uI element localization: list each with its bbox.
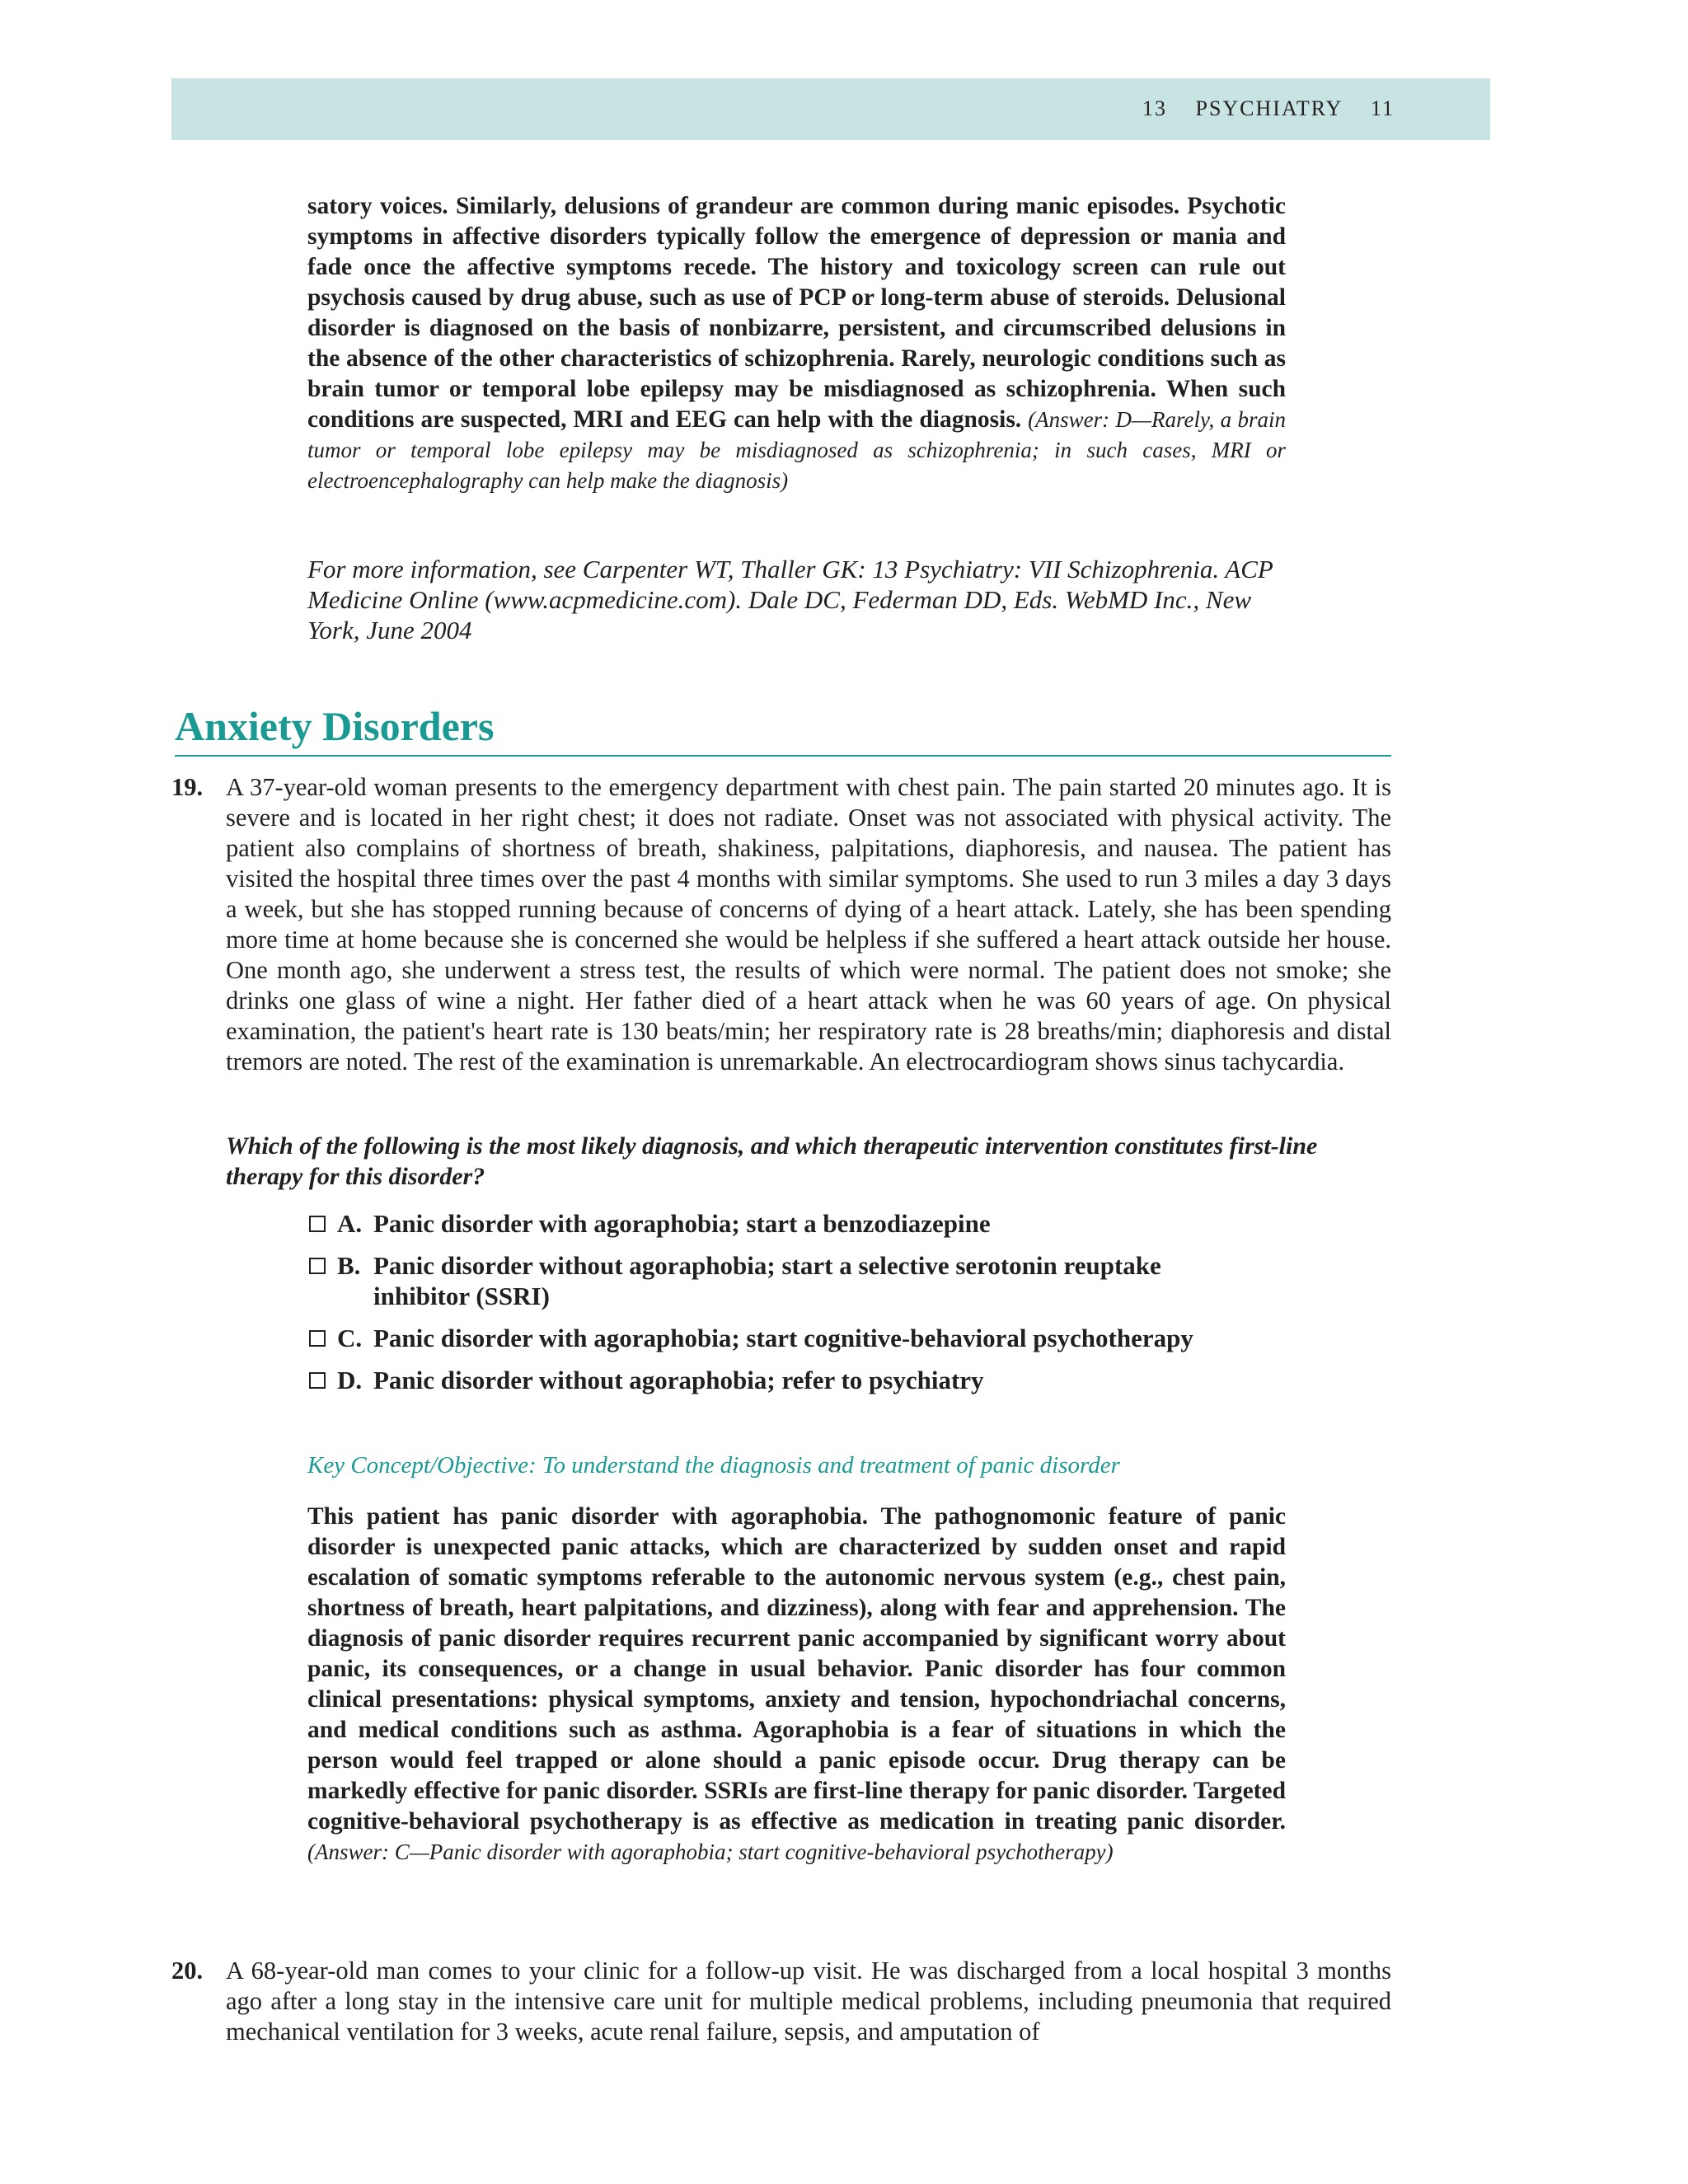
question-prompt: Which of the following is the most likely diagnosis, and which therapeutic intervention constitutes first-line therapy for this disorder? (226, 1132, 1318, 1190)
header-text (1142, 96, 1395, 121)
previous-answer: (Answer: D—Rarely, a brain tumor or temporal lobe epilepsy may be misdiagnosed as schizophrenia; in such cases, MRI or electroencephalography can help make the diagnosis) (307, 407, 1286, 493)
option-b[interactable] (307, 1250, 1247, 1311)
option-letter: B. (337, 1251, 361, 1280)
checkbox-icon[interactable] (309, 1372, 326, 1389)
checkbox-icon[interactable] (309, 1258, 326, 1274)
header-section: PSYCHIATRY (1195, 96, 1343, 120)
header-chapter: 13 (1142, 96, 1167, 120)
question-stem: A 37-year-old woman presents to the emergency department with chest pain. The pain started 20 minutes ago. It is severe and is located in her right chest; it does not radiate. Onset was not associated with physical activity. The patient also complains of shortness of breath, shakiness, palpitations, diaphoresis, and nausea. The patient has visited the hospital three times over the past 4 months with similar symptoms. She used to run 3 miles a day 3 days a week, but she has stopped running because of concerns of dying of a heart attack. Lately, she has been spending more time at home because she is concerned she would be helpless if she suffered a heart attack outside her house. One month ago, she underwent a stress test, the results of which were normal. The patient does not smoke; she drinks one glass of wine a night. Her father died of a heart attack when he was 60 years of age. On physical examination, the patient's heart rate is 130 beats/min; her respiratory rate is 28 breaths/min; diaphoresis and distal tremors are noted. The rest of the examination is unremarkable. An electrocardiogram shows sinus tachycardia. (226, 773, 1391, 1076)
checkbox-icon[interactable] (309, 1216, 326, 1232)
explanation-text: This patient has panic disorder with agoraphobia. The pathognomonic feature of panic disorder is unexpected panic attacks, which are characterized by sudden onset and rapid escalation of somatic symptoms referable to the autonomic nervous system (e.g., chest pain, shortness of breath, heart palpitations, and dizziness), along with fear and apprehension. The diagnosis of panic disorder requires recurrent panic accompanied by significant worry about panic, its consequences, or a change in usual behavior. Panic disorder has four common clinical presentations: physical symptoms, anxiety and tension, hypochondriachal concerns, and medical conditions such as asthma. Agoraphobia is a fear of situations in which the person would feel trapped or alone should a panic episode occur. Drug therapy can be markedly effective for panic disorder. SSRIs are first-line therapy for panic disorder. Targeted cognitive-behavioral psychotherapy is as effective as medication in treating panic disorder. (307, 1503, 1286, 1835)
question-20 (171, 1956, 1391, 2047)
previous-explanation-text: satory voices. Similarly, delusions of grandeur are common during manic episodes. Psychotic symptoms in affective disorders typically follow the emergence of depression or mania and fade once the affective symptoms recede. The history and toxicology screen can rule out psychosis caused by drug abuse, such as use of PCP or long-term abuse of steroids. Delusional disorder is diagnosed on the basis of nonbizarre, persistent, and circumscribed delusions in the absence of the other characteristics of schizophrenia. Rarely, neurologic conditions such as brain tumor or temporal lobe epilepsy may be misdiagnosed as schizophrenia. When such conditions are suspected, MRI and EEG can help with the diagnosis. (307, 193, 1286, 433)
option-c[interactable] (307, 1323, 1247, 1353)
question-number: 20. (171, 1957, 204, 1985)
question-19 (171, 772, 1391, 1077)
option-letter: D. (337, 1366, 363, 1394)
answer-options (307, 1208, 1247, 1407)
option-d[interactable] (307, 1365, 1247, 1395)
running-header (171, 78, 1490, 140)
question-number: 19. (171, 773, 204, 801)
answer: (Answer: C—Panic disorder with agoraphobia; start cognitive-behavioral psychotherapy) (307, 1840, 1114, 1864)
option-text: Panic disorder without agoraphobia; start a selective serotonin reuptake inhibitor (SSRI) (373, 1251, 1161, 1310)
option-text: Panic disorder with agoraphobia; start a benzodiazepine (373, 1209, 991, 1238)
answer-explanation (307, 1502, 1286, 1868)
previous-answer-explanation (307, 191, 1286, 496)
option-letter: A. (337, 1209, 363, 1238)
key-concept: Key Concept/Objective: To understand the diagnosis and treatment of panic disorder (307, 1452, 1120, 1479)
option-text: Panic disorder with agoraphobia; start cognitive-behavioral psychotherapy (373, 1324, 1193, 1352)
header-page-number: 11 (1370, 96, 1395, 120)
option-letter: C. (337, 1324, 363, 1352)
section-heading: Anxiety Disorders (175, 701, 1391, 757)
reference-citation: For more information, see Carpenter WT, Thaller GK: 13 Psychiatry: VII Schizophrenia. ACP Medicine Online (www.acpmedicine.com). Dale DC, Federman DD, Eds. WebMD Inc., New York, June 2004 (307, 555, 1273, 644)
question-stem: A 68-year-old man comes to your clinic for a follow-up visit. He was discharged from a local hospital 3 months ago after a long stay in the intensive care unit for multiple medical problems, including pneumonia that required mechanical ventilation for 3 weeks, acute renal failure, sepsis, and amputation of (226, 1957, 1391, 2046)
option-text: Panic disorder without agoraphobia; refer to psychiatry (373, 1366, 984, 1394)
checkbox-icon[interactable] (309, 1330, 326, 1347)
option-a[interactable] (307, 1208, 1247, 1239)
